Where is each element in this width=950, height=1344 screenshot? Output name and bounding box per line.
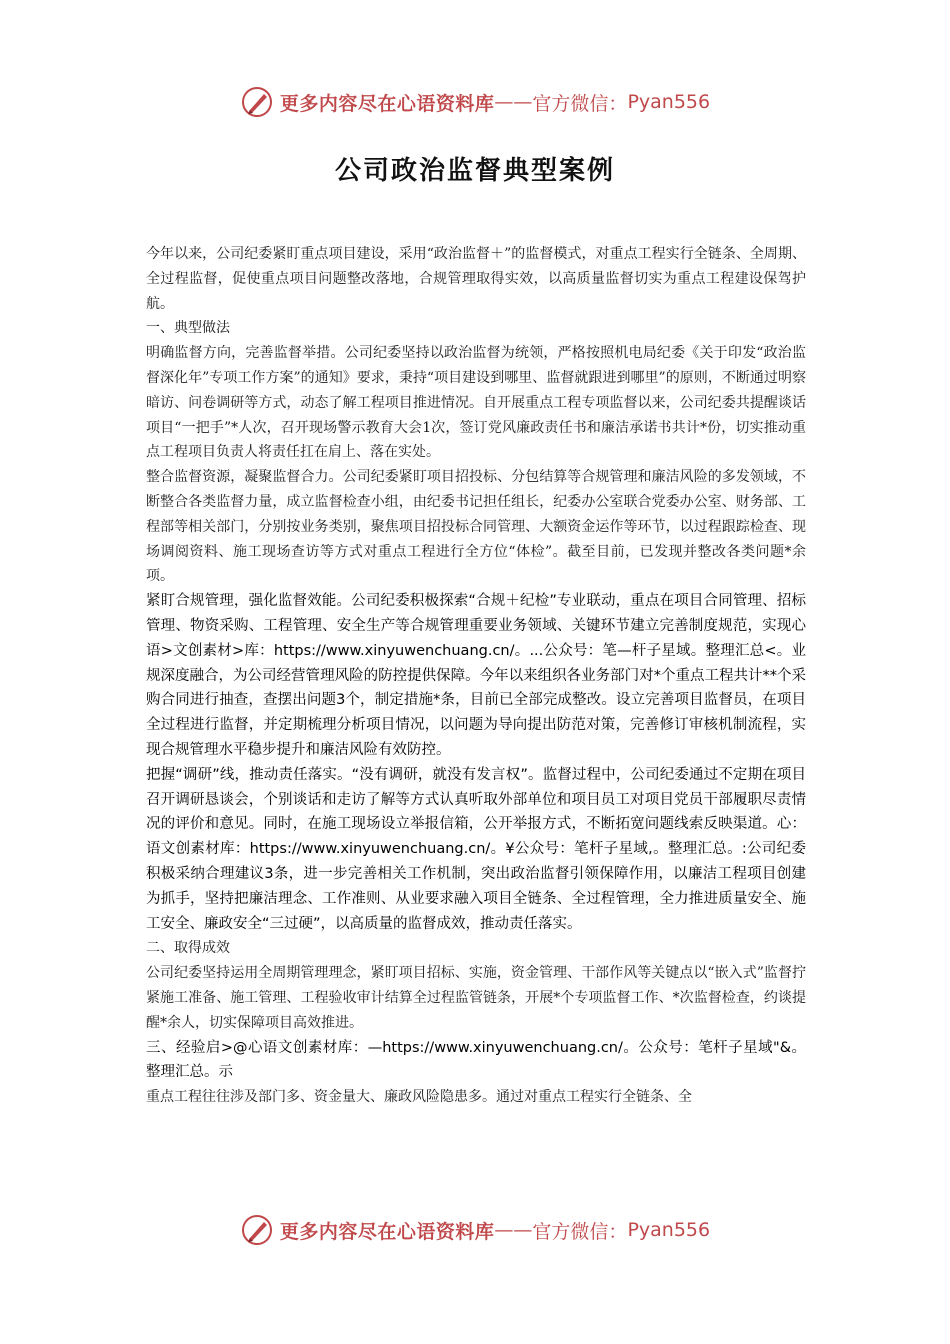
banner-dash: —— <box>494 1219 533 1241</box>
intro-paragraph: 今年以来，公司纪委紧盯重点项目建设，采用“政治监督＋”的监督模式，对重点工程实行全链条、全周期、全过程监督，促使重点项目问题整改落地，合规管理取得实效，以高质量监督切实为重点工程建设保驾护航。 <box>146 246 806 312</box>
paragraph-compliance: 紧盯合规管理，强化监督效能。公司纪委积极探索“合规＋纪检”专业联动，重点在项目合同管理、招标管理、物资采购、工程管理、安全生产等合规管理重要业务领域、关键环节建立完善制度规范，实现心语>文创素材>库：https://www.xinyuwenchuang.cn/。...公众号：笔—杆子星域。整理汇总<。业规深度融合，为公司经营管理风险的防控提供保障。今年以来组织各业务部门对*个重点工程共计**个采购合同进行抽查，查摆出问题3个，制定措施*条，目前已全部完成整改。设立完善项目监督员，在项目全过程进行监督，并定期梳理分析项目情况，以问题为导向提出防范对策，完善修订审核机制流程，实现合规管理水平稳步提升和廉洁风险有效防控。 <box>146 593 806 758</box>
section-heading-practices: 一、典型做法 <box>146 320 230 337</box>
paragraph-resources: 整合监督资源，凝聚监督合力。公司纪委紧盯项目招投标、分包结算等合规管理和廉洁风险的多发领域，不断整合各类监督力量，成立监督检查小组，由纪委书记担任组长，纪委办公室联合党委办公室、财务部、工程部等相关部门，分别按业务类别，聚焦项目招投标合同管理、大额资金运作等环节，以过程跟踪检查、现场调阅资料、施工现场查访等方式对重点工程进行全方位“体检”。截至目前，已发现并整改各类问题*余项。 <box>146 469 806 585</box>
paragraph-direction: 明确监督方向，完善监督举措。公司纪委坚持以政治监督为统领，严格按照机电局纪委《关于印发“政治监督深化年”专项工作方案”的通知》要求，秉持“项目建设到哪里、监督就跟进到哪里”的原则，不断通过明察暗访、问卷调研等方式，动态了解工程项目推进情况。自开展重点工程专项监督以来，公司纪委共提醒谈话项目“一把手”*人次，召开现场警示教育大会1次，签订党风廉政责任书和廉洁承诺书共计*份，切实推动重点工程项目负责人将责任扛在肩上、落在实处。 <box>146 345 806 461</box>
banner-brand-text: 更多内容尽在心语资料库 <box>279 92 495 115</box>
banner-wechat-id: Pyan556 <box>627 91 711 113</box>
section-heading-lessons: 三、经验启>@心语文创素材库：—https://www.xinyuwenchuang.cn/。公众号：笔杆子星域"&。整理汇总。示 <box>146 1039 806 1081</box>
banner-wechat-label: 官方微信： <box>532 1220 628 1243</box>
banner-wechat-label: 官方微信： <box>532 92 628 115</box>
document-title: 公司政治监督典型案例 <box>334 156 615 186</box>
banner-wechat-id: Pyan556 <box>627 1219 711 1241</box>
header-banner <box>0 84 950 120</box>
paragraph-lessons: 重点工程往往涉及部门多、资金量大、廉政风险隐患多。通过对重点工程实行全链条、全 <box>146 1089 692 1106</box>
banner-dash: —— <box>494 91 533 113</box>
section-heading-results: 二、取得成效 <box>146 940 230 957</box>
footer-banner <box>0 1212 950 1248</box>
pen-logo-icon <box>240 85 274 119</box>
paragraph-results: 公司纪委坚持运用全周期管理理念，紧盯项目招标、实施，资金管理、干部作风等关键点以“嵌入式”监督拧紧施工准备、施工管理、工程验收审计结算全过程监管链条，开展*个专项监督工作、*次监督检查，约谈提醒*余人，切实保障项目高效推进。 <box>146 965 806 1031</box>
banner-brand-text: 更多内容尽在心语资料库 <box>279 1220 495 1243</box>
pen-logo-icon <box>240 1213 274 1247</box>
paragraph-research: 把握“调研”线，推动责任落实。“没有调研，就没有发言权”。监督过程中，公司纪委通过不定期在项目召开调研恳谈会，个别谈话和走访了解等方式认真听取外部单位和项目员工对项目党员干部履职尽责情况的评价和意见。同时，在施工现场设立举报信箱，公开举报方式，不断拓宽问题线索反映渠道。心：语文创素材库：https://www.xinyuwenchuang.cn/。¥公众号：笔杆子星域,。整理汇总。:公司纪委积极采纳合理建议3条，进一步完善相关工作机制，突出政治监督引领保障作用，以廉洁工程项目创建为抓手，坚持把廉洁理念、工作准则、从业要求融入项目全链条、全过程管理，全力推进质量安全、施工安全、廉政安全“三过硬”，以高质量的监督成效，推动责任落实。 <box>146 766 806 932</box>
document-body <box>146 242 806 1110</box>
